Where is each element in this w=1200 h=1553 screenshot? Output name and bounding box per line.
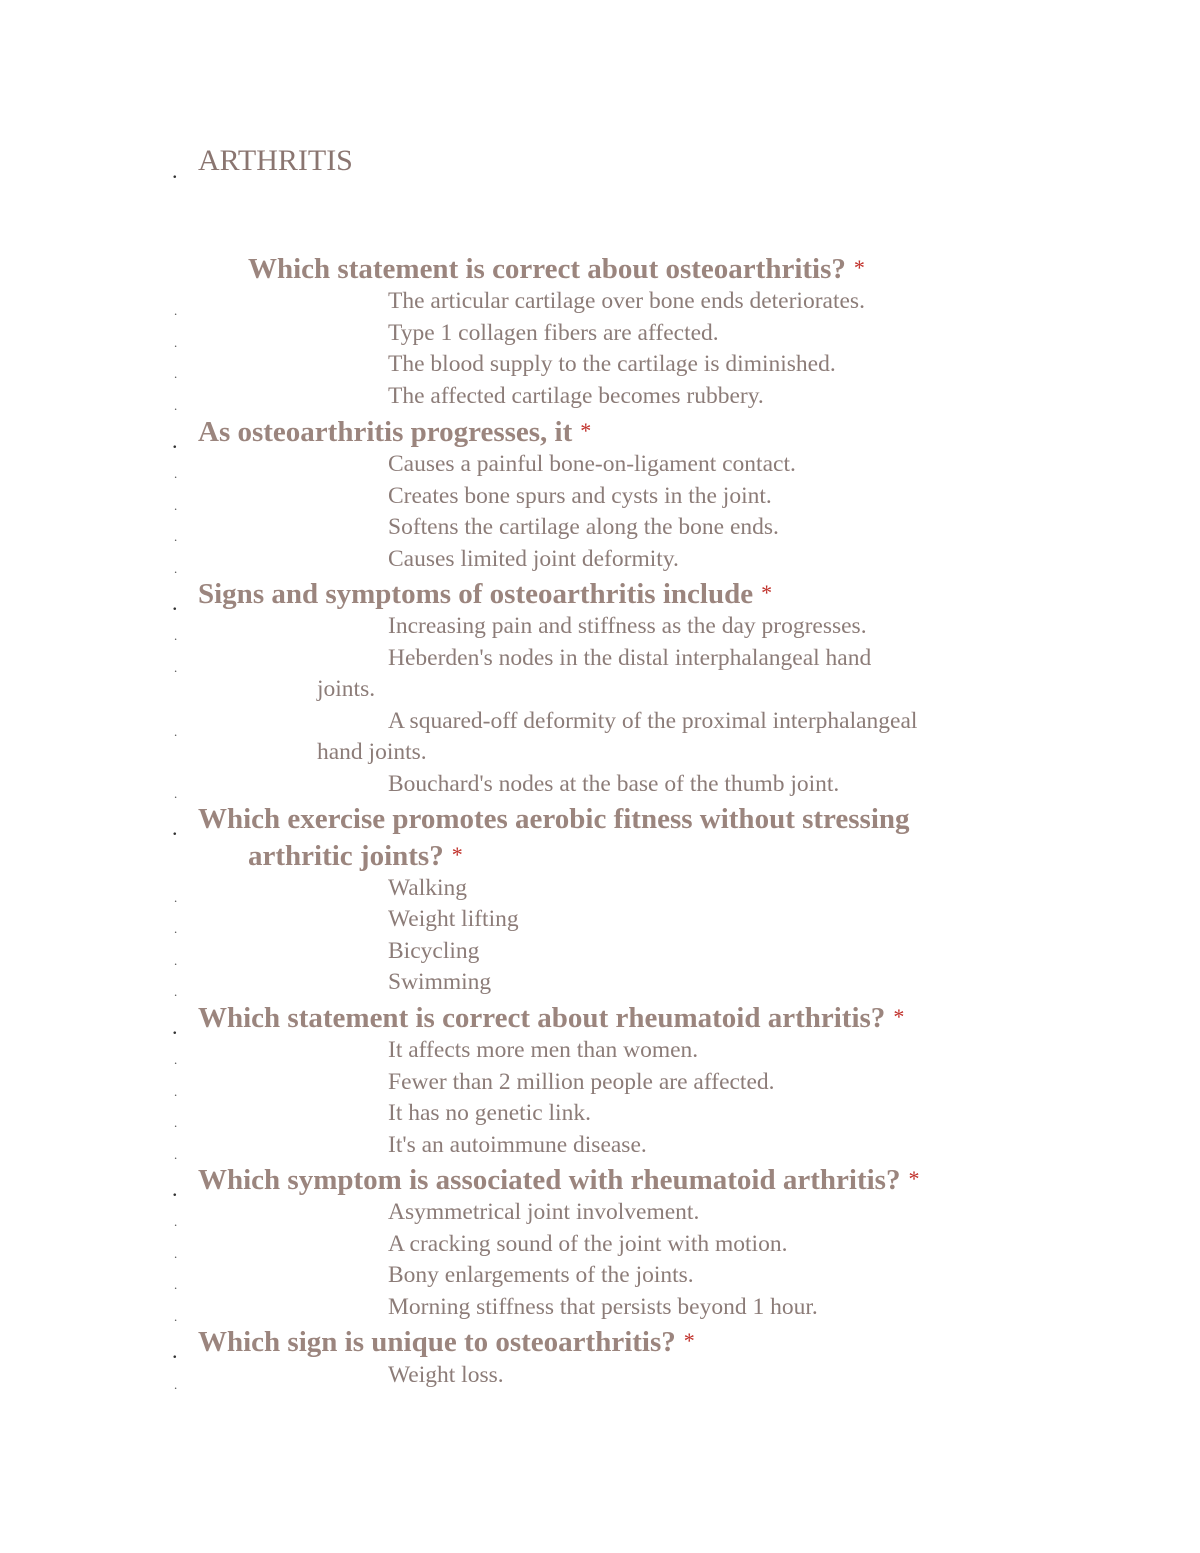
required-marker: * (451, 842, 463, 867)
option-bullet: . (174, 1147, 178, 1162)
required-marker: * (893, 1004, 905, 1029)
question-7-text: Which sign is unique to osteoarthritis? (198, 1326, 676, 1358)
question-4-text-continued: arthritic joints? (248, 840, 444, 872)
question-5-option-4[interactable]: It's an autoimmune disease. (388, 1132, 647, 1158)
option-bullet: . (174, 953, 178, 968)
option-bullet: . (174, 724, 178, 739)
option-bullet: . (174, 466, 178, 481)
option-bullet: . (174, 1115, 178, 1130)
question-2-option-4[interactable]: Causes limited joint deformity. (388, 546, 679, 572)
option-bullet: . (174, 921, 178, 936)
question-bullet: . (172, 1338, 178, 1363)
question-3-option-3[interactable]: A squared-off deformity of the proximal interphalangeal (388, 708, 918, 734)
question-bullet: . (172, 1176, 178, 1201)
question-6-option-3[interactable]: Bony enlargements of the joints. (388, 1262, 694, 1288)
question-4-continued (248, 842, 463, 871)
question-bullet: . (172, 590, 178, 615)
question-1-option-2[interactable]: Type 1 collagen fibers are affected. (388, 320, 719, 346)
required-marker: * (908, 1166, 920, 1191)
question-5-text: Which statement is correct about rheumatoid arthritis? (198, 1002, 886, 1034)
option-bullet: . (174, 335, 178, 350)
option-bullet: . (174, 984, 178, 999)
question-5-option-2[interactable]: Fewer than 2 million people are affected. (388, 1069, 775, 1095)
required-marker: * (683, 1328, 695, 1353)
question-bullet: . (172, 428, 178, 453)
question-3 (198, 580, 772, 609)
question-5-option-3[interactable]: It has no genetic link. (388, 1100, 591, 1126)
question-6 (198, 1166, 919, 1195)
question-6-option-1[interactable]: Asymmetrical joint involvement. (388, 1199, 700, 1225)
question-4-option-4[interactable]: Swimming (388, 969, 492, 995)
question-1-text: Which statement is correct about osteoarthritis? (248, 253, 846, 285)
option-bullet: . (174, 303, 178, 318)
question-4-option-3[interactable]: Bicycling (388, 938, 480, 964)
question-2-option-1[interactable]: Causes a painful bone-on-ligament contact. (388, 451, 796, 477)
question-1-option-1[interactable]: The articular cartilage over bone ends deteriorates. (388, 288, 865, 314)
question-4-option-2[interactable]: Weight lifting (388, 906, 519, 932)
option-bullet: . (174, 628, 178, 643)
title-bullet: . (172, 158, 178, 183)
required-marker: * (761, 580, 773, 605)
option-bullet: . (174, 1084, 178, 1099)
document-title: ARTHRITIS (198, 144, 353, 177)
question-3-option-1[interactable]: Increasing pain and stiffness as the day progresses. (388, 613, 867, 639)
question-2-text: As osteoarthritis progresses, it (198, 416, 573, 448)
question-6-option-2[interactable]: A cracking sound of the joint with motion. (388, 1231, 788, 1257)
question-5 (198, 1004, 904, 1033)
option-bullet: . (174, 529, 178, 544)
question-6-option-4[interactable]: Morning stiffness that persists beyond 1 hour. (388, 1294, 818, 1320)
question-3-option-3-continued[interactable]: hand joints. (317, 739, 427, 765)
required-marker: * (580, 418, 592, 443)
question-5-option-1[interactable]: It affects more men than women. (388, 1037, 699, 1063)
option-bullet: . (174, 398, 178, 413)
question-1 (248, 255, 865, 284)
question-2-option-3[interactable]: Softens the cartilage along the bone ends. (388, 514, 779, 540)
option-bullet: . (174, 1214, 178, 1229)
question-3-option-4[interactable]: Bouchard's nodes at the base of the thumb joint. (388, 771, 840, 797)
question-3-option-2[interactable]: Heberden's nodes in the distal interphalangeal hand (388, 645, 872, 671)
question-1-option-4[interactable]: The affected cartilage becomes rubbery. (388, 383, 764, 409)
question-4-option-1[interactable]: Walking (388, 875, 468, 901)
question-bullet: . (172, 1014, 178, 1039)
question-1-option-3[interactable]: The blood supply to the cartilage is diminished. (388, 351, 836, 377)
option-bullet: . (174, 786, 178, 801)
option-bullet: . (174, 890, 178, 905)
question-4: Which exercise promotes aerobic fitness without stressing (198, 803, 910, 835)
option-bullet: . (174, 1052, 178, 1067)
option-bullet: . (174, 1309, 178, 1324)
question-3-option-2-continued[interactable]: joints. (317, 676, 376, 702)
question-2 (198, 418, 591, 447)
option-bullet: . (174, 561, 178, 576)
question-2-option-2[interactable]: Creates bone spurs and cysts in the joint. (388, 483, 772, 509)
option-bullet: . (174, 1246, 178, 1261)
required-marker: * (853, 255, 865, 280)
option-bullet: . (174, 498, 178, 513)
question-bullet: . (172, 815, 178, 840)
question-3-text: Signs and symptoms of osteoarthritis include (198, 578, 754, 610)
option-bullet: . (174, 660, 178, 675)
question-7-option-1[interactable]: Weight loss. (388, 1362, 504, 1388)
option-bullet: . (174, 1277, 178, 1292)
question-6-text: Which symptom is associated with rheumatoid arthritis? (198, 1164, 901, 1196)
option-bullet: . (174, 366, 178, 381)
question-7 (198, 1328, 695, 1357)
option-bullet: . (174, 1377, 178, 1392)
